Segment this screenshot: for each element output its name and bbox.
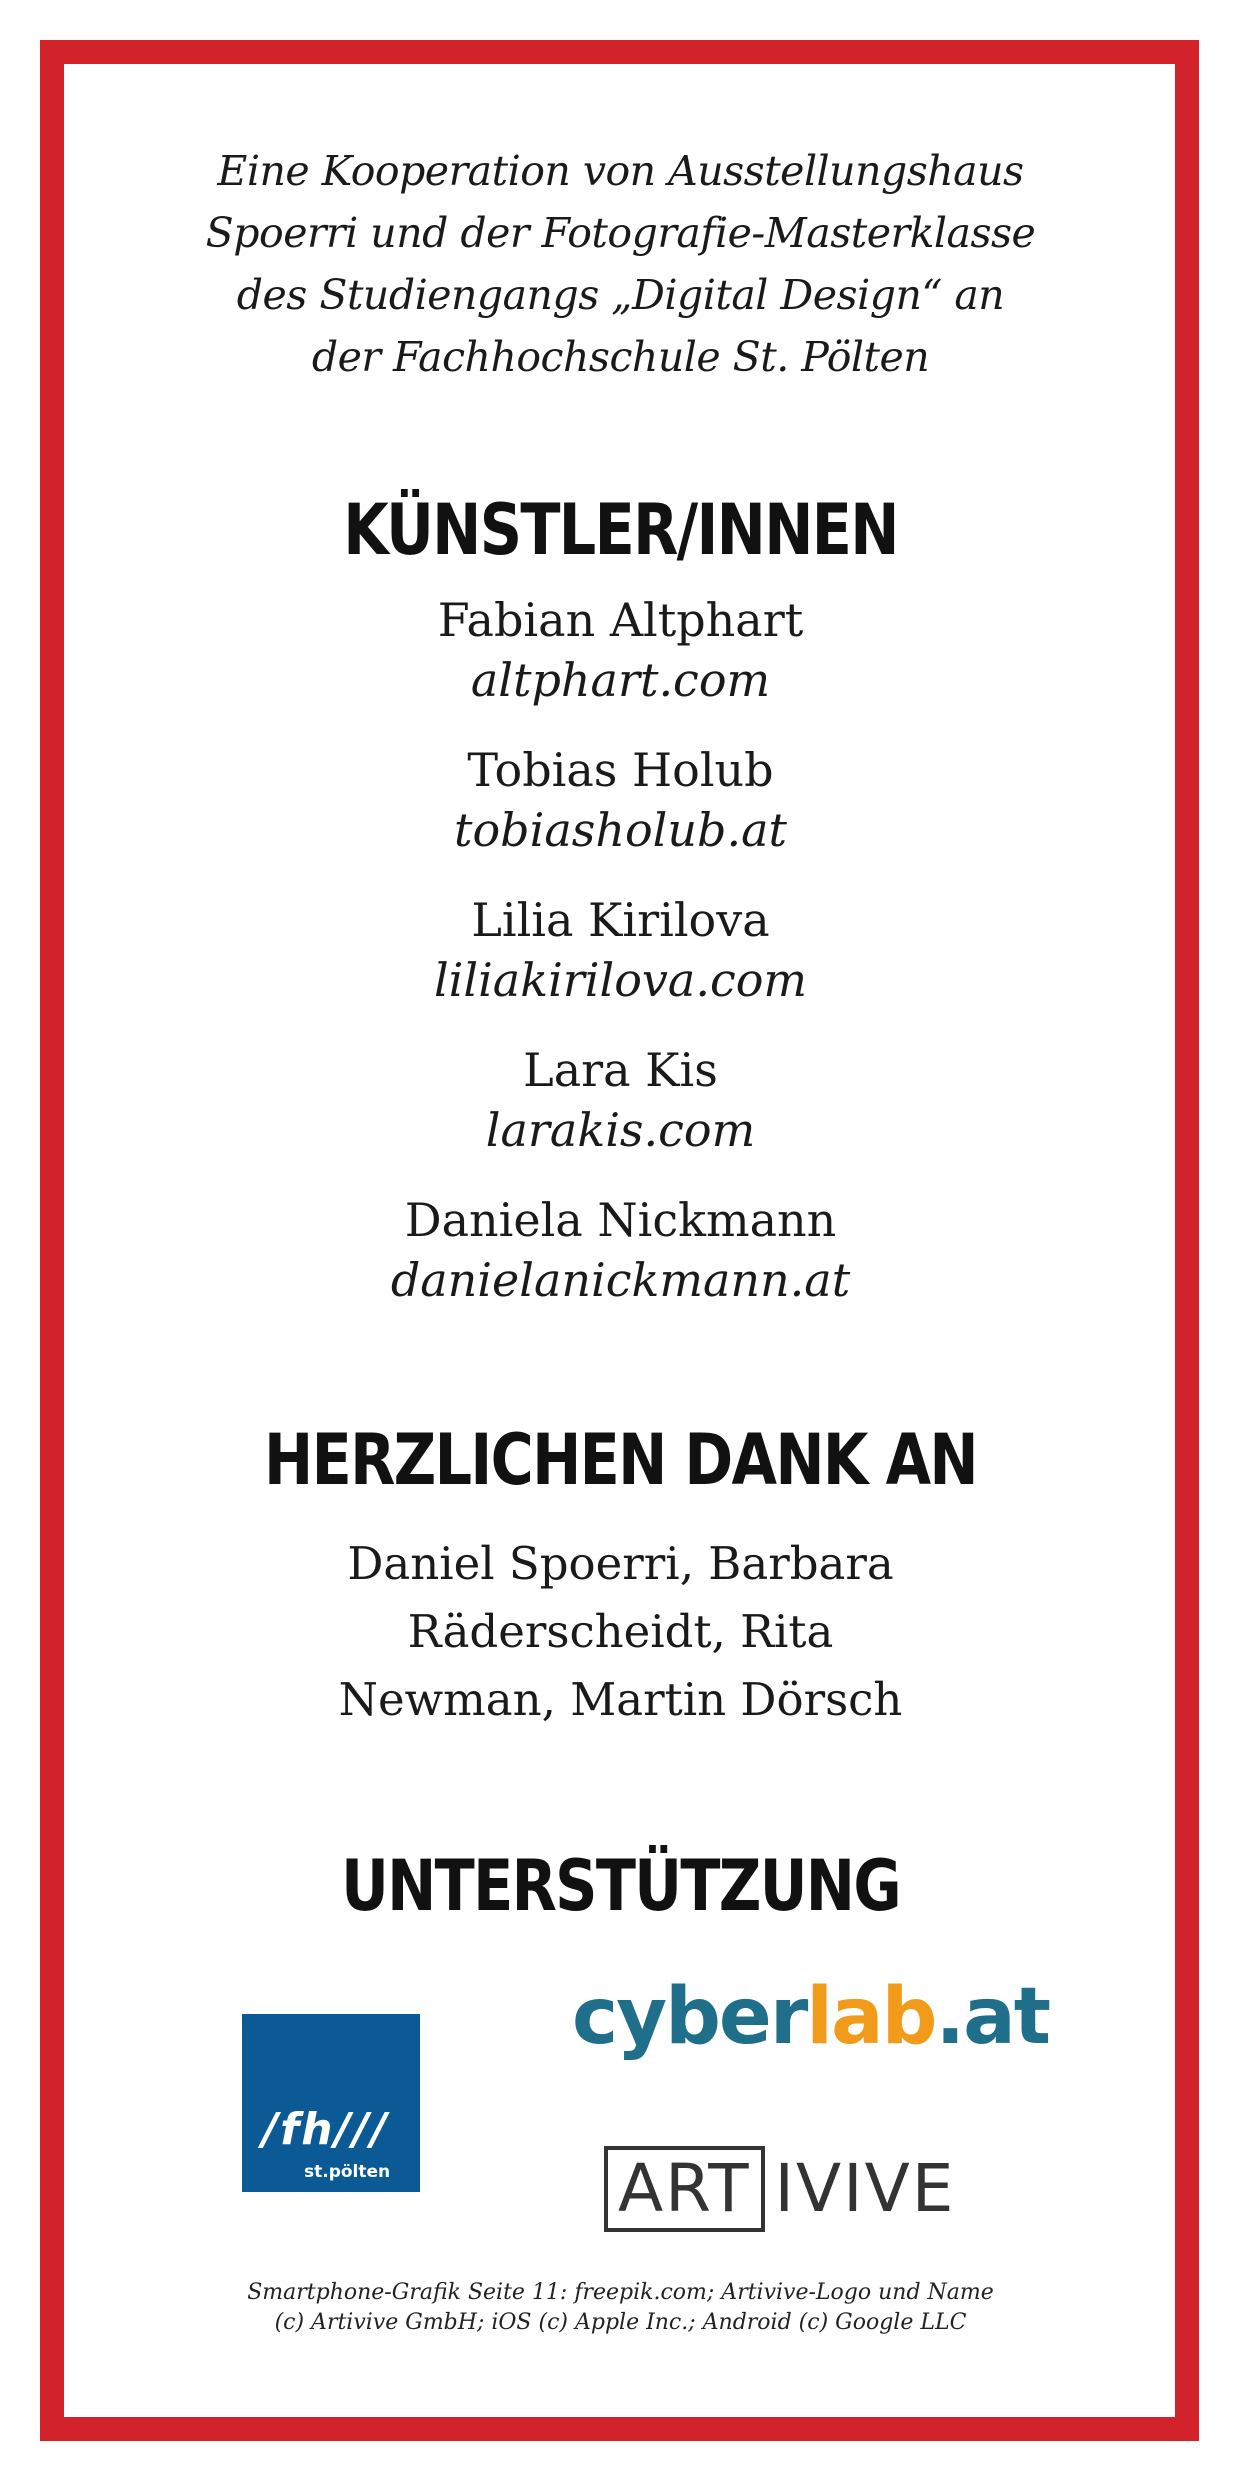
intro-line: Eine Kooperation von Ausstellungshaus (217, 147, 1024, 195)
content (64, 64, 1177, 1926)
artist-entry (64, 1190, 1177, 1310)
thanks-text (64, 1530, 1177, 1734)
support-heading: UNTERSTÜTZUNG (341, 1845, 900, 1927)
artist-name: Lilia Kirilova (471, 893, 770, 947)
artivive-logo-boxed: ART (604, 2146, 765, 2232)
artist-name: Tobias Holub (467, 743, 774, 797)
artist-website: larakis.com (485, 1103, 756, 1157)
credits-line: Smartphone-Grafik Seite 11: freepik.com; Artivive-Logo und Name (247, 2280, 994, 2305)
thanks-heading: HERZLICHEN DANK AN (264, 1419, 977, 1501)
credits-line: (c) Artivive GmbH; iOS (c) Apple Inc.; Android (c) Google LLC (274, 2310, 967, 2335)
artists-list (64, 590, 1177, 1310)
intro-text (64, 140, 1177, 388)
thanks-line: Newman, Martin Dörsch (338, 1673, 903, 1726)
intro-line: der Fachhochschule St. Pölten (311, 333, 930, 381)
artivive-logo-rest: IVIVE (774, 2150, 956, 2227)
artist-website: altphart.com (470, 653, 771, 707)
cyberlab-logo-part: .at (935, 1972, 1050, 2062)
artist-entry (64, 590, 1177, 710)
artist-name: Daniela Nickmann (404, 1193, 837, 1247)
fh-st-poelten-logo (242, 2014, 420, 2192)
fh-logo-mark: /fh/// (262, 2104, 389, 2155)
artist-website: tobiasholub.at (453, 803, 787, 857)
artist-entry (64, 740, 1177, 860)
artist-website: danielanickmann.at (390, 1253, 851, 1307)
cyberlab-logo (572, 1972, 1049, 2062)
cyberlab-logo-part: lab (806, 1972, 936, 2062)
artist-name: Fabian Altphart (437, 593, 804, 647)
thanks-line: Räderscheidt, Rita (407, 1605, 834, 1658)
fh-logo-subtitle: st.pölten (304, 2162, 391, 2182)
artists-heading: KÜNSTLER/INNEN (343, 489, 898, 571)
artist-website: liliakirilova.com (433, 953, 808, 1007)
artist-entry (64, 1040, 1177, 1160)
artist-name: Lara Kis (523, 1043, 718, 1097)
artist-entry (64, 890, 1177, 1010)
cyberlab-logo-part: cyber (572, 1972, 807, 2062)
thanks-line: Daniel Spoerri, Barbara (347, 1537, 894, 1590)
intro-line: des Studiengangs „Digital Design“ an (236, 271, 1005, 319)
intro-line: Spoerri und der Fotografie-Masterklasse (205, 209, 1036, 257)
artivive-logo (604, 2146, 955, 2232)
image-credits (64, 2278, 1177, 2338)
